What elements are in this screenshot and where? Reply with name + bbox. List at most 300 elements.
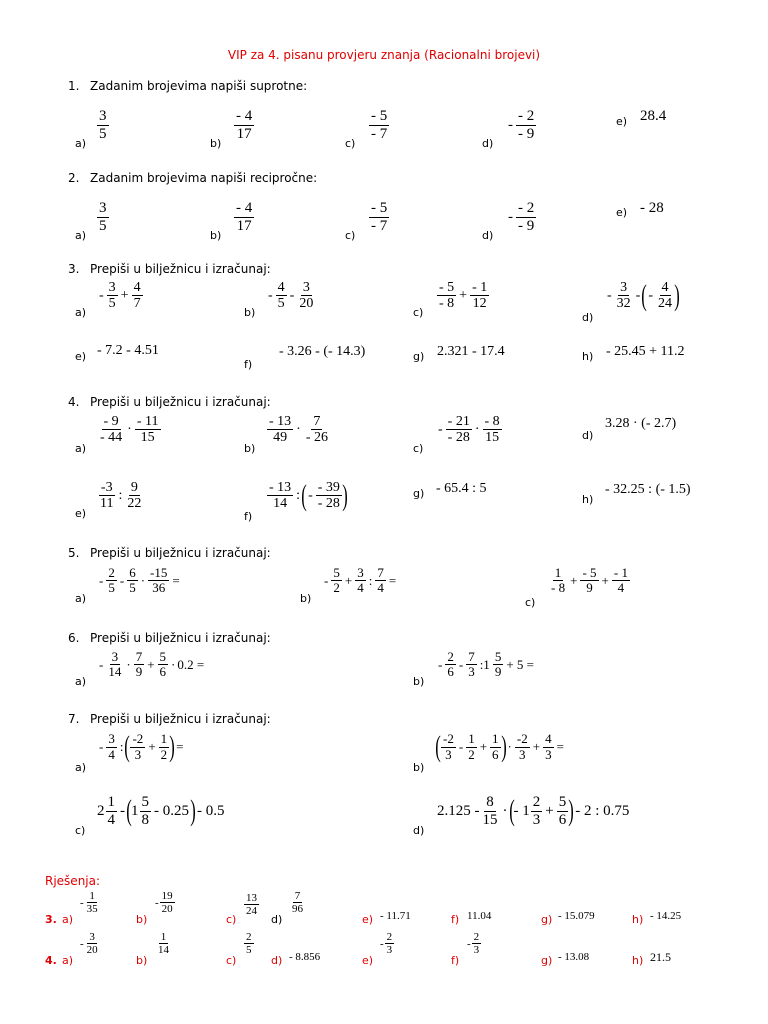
num: - 5 [582, 565, 597, 580]
label-a: a) [75, 675, 87, 688]
answer-4c [243, 931, 255, 956]
label-a: a) [75, 229, 87, 242]
value: 11.04 [467, 910, 492, 922]
answer-3b [155, 890, 176, 915]
value: (- 14.3) [323, 344, 366, 359]
label-b: b) [136, 954, 148, 967]
expr-3a [97, 280, 144, 312]
expr-1e [640, 108, 666, 125]
den: 6 [159, 664, 167, 680]
den: 36 [152, 580, 166, 596]
value: - 28 [640, 200, 664, 216]
num: - 39 [317, 480, 340, 495]
question-3 [68, 262, 271, 276]
den: 5 [129, 580, 136, 596]
num: 13 [246, 892, 257, 904]
value: - 13.08 [558, 951, 590, 963]
times-sign: · [127, 421, 132, 437]
minus-sign: - [458, 739, 464, 754]
den: 5 [246, 944, 252, 957]
label-c: c) [226, 954, 237, 967]
den: 96 [292, 903, 303, 916]
num: - 5 [439, 280, 455, 295]
times-sign: · [171, 656, 176, 672]
expr-6a [97, 650, 204, 680]
den: 5 [99, 125, 107, 142]
equals-sign: = [556, 739, 564, 754]
expr-5c [548, 566, 631, 596]
label-g: g) [541, 913, 553, 926]
num: 7 [468, 649, 475, 664]
label-d: d) [582, 429, 594, 442]
den: 8 [141, 811, 149, 828]
den: 11 [100, 496, 114, 512]
value: 2.125 - [437, 802, 480, 819]
den: 2 [333, 580, 340, 596]
minus-sign: - [458, 656, 464, 672]
label-a: a) [75, 137, 87, 150]
question-number: 4. [68, 395, 80, 409]
den: 3 [386, 944, 393, 957]
question-text: Zadanim brojevima napiši recipročne: [90, 171, 318, 185]
minus-sign: - [99, 656, 104, 672]
num: 3 [357, 565, 364, 580]
label-d: d) [482, 229, 494, 242]
num: - 5 [371, 108, 388, 124]
num: 3 [89, 931, 95, 943]
value: - 8.856 [289, 951, 321, 963]
label-d: d) [271, 913, 283, 926]
label-c: c) [345, 229, 356, 242]
question-5 [68, 546, 271, 560]
value: (- 1.5) [655, 482, 691, 497]
num: 1 [160, 731, 168, 747]
value: + 5 = [506, 656, 534, 672]
question-1 [68, 79, 307, 93]
num: - 2 [518, 200, 535, 216]
question-text: Prepiši u bilježnicu i izračunaj: [90, 546, 271, 560]
plus-sign: + [459, 287, 468, 303]
value: - 65.4 : 5 [436, 481, 487, 496]
den: 6 [492, 746, 499, 762]
value: 2 [97, 802, 105, 819]
den: 24 [658, 296, 673, 312]
answer-3f [467, 910, 491, 922]
num: 5 [494, 649, 502, 664]
question-number: 5. [68, 546, 80, 560]
minus-sign: - [380, 937, 384, 950]
answer-4a [80, 931, 101, 956]
label-d: d) [482, 137, 494, 150]
minus-sign: - [508, 116, 513, 133]
plus-sign: + [545, 802, 554, 819]
divide-sign: : [296, 487, 301, 503]
num: 5 [558, 794, 567, 810]
question-6 [68, 631, 271, 645]
expr-7a: - $\frac{3}{4}$ : ( $\frac{-2}{3}$ + $\frac{1}{2}$ ) = [99, 730, 184, 763]
den: 15 [140, 430, 155, 446]
label-a: a) [75, 442, 87, 455]
den: 6 [558, 811, 567, 828]
minus-sign: - [99, 572, 104, 588]
label-e: e) [362, 954, 374, 967]
value: - 32.25 : [605, 482, 653, 497]
minus-sign: - [438, 656, 443, 672]
num: 3 [99, 200, 107, 216]
expr-2a [96, 200, 110, 234]
minus-sign: - [324, 572, 329, 588]
answer-4h [650, 950, 671, 965]
value: 3.28 · [605, 416, 638, 431]
den: 4 [617, 580, 625, 596]
label-a: a) [75, 306, 87, 319]
num: -2 [443, 731, 454, 747]
num: - 13 [269, 480, 292, 495]
minus-sign: - [155, 896, 159, 909]
num: -2 [516, 731, 528, 747]
expr-4e [97, 480, 144, 512]
num: 3 [108, 731, 115, 747]
den: 3 [468, 664, 475, 680]
den: 3 [545, 746, 552, 762]
num: 1 [160, 931, 167, 943]
label-e: e) [362, 913, 374, 926]
expr-2b [233, 200, 255, 234]
value: - 11.71 [380, 910, 411, 922]
value: - 14.25 [650, 910, 682, 922]
value: 2.321 - 17.4 [437, 344, 505, 359]
label-c: c) [75, 824, 86, 837]
question-number: 3. [68, 262, 80, 276]
den: - 8 [551, 580, 566, 596]
den: 4 [377, 580, 384, 596]
label-g: g) [413, 350, 425, 363]
num: - 4 [236, 200, 253, 216]
expr-3b [266, 280, 316, 312]
label-e: e) [75, 350, 87, 363]
den: 14 [158, 944, 169, 957]
num: 3 [99, 108, 107, 124]
den: 5 [108, 580, 115, 596]
den: 14 [273, 496, 288, 512]
num: 4 [661, 280, 669, 295]
label-b: b) [210, 137, 222, 150]
den: 7 [133, 296, 141, 312]
value: - 25.45 + 11.2 [606, 344, 685, 359]
den: - 44 [100, 430, 123, 446]
den: 5 [277, 296, 285, 312]
den: 3 [532, 811, 541, 828]
label-c: c) [345, 137, 356, 150]
expr-6b [436, 650, 536, 680]
solutions-heading: Rješenja: [45, 874, 101, 888]
num: 5 [141, 794, 149, 810]
minus-sign: - [607, 287, 612, 303]
label-a: a) [62, 913, 74, 926]
den: 35 [86, 903, 98, 916]
plus-sign: + [601, 572, 609, 588]
minus-sign: - [119, 572, 125, 588]
den: 9 [494, 664, 502, 680]
expr-4g [436, 481, 487, 497]
num: 7 [135, 649, 143, 664]
expr-4d [605, 416, 676, 432]
answer-3g [558, 910, 595, 922]
question-text: Prepiši u bilježnicu i izračunaj: [90, 395, 271, 409]
value: - 0.5 [197, 802, 225, 819]
label-g: g) [541, 954, 553, 967]
num: 4 [277, 280, 285, 295]
num: 4 [133, 280, 141, 295]
question-number: 7. [68, 712, 80, 726]
label-b: b) [244, 442, 256, 455]
answer-4e [380, 931, 395, 956]
den: 4 [107, 811, 115, 828]
label-c: c) [226, 913, 237, 926]
label-g: g) [413, 487, 425, 500]
answer-3c [243, 892, 260, 917]
expr-4c [436, 414, 503, 446]
expr-4h [605, 482, 691, 498]
question-4 [68, 395, 271, 409]
num: -3 [100, 480, 113, 495]
label-d: d) [271, 954, 283, 967]
num: 3 [111, 649, 119, 664]
value: - 0.25 [154, 802, 189, 819]
label-f: f) [244, 358, 253, 371]
solution-number: 4. [45, 954, 57, 967]
value: 28.4 [640, 108, 667, 124]
den: 3 [473, 944, 480, 957]
plus-sign: + [532, 739, 541, 754]
num: 2 [386, 931, 393, 943]
den: 20 [299, 296, 314, 312]
den: 2 [160, 746, 168, 762]
value: - 15.079 [558, 910, 595, 922]
label-h: h) [582, 493, 594, 506]
plus-sign: + [120, 287, 129, 303]
label-f: f) [244, 510, 253, 523]
answer-4b [155, 931, 172, 956]
den: 4 [357, 580, 364, 596]
answer-4g [558, 951, 589, 963]
den: 12 [472, 296, 487, 312]
expr-5a [97, 566, 182, 596]
answer-3e [380, 910, 411, 922]
expr-4f: $\frac{- 13}{14}$ : ( - $\frac{- 39}{- 28}$ ) [269, 478, 348, 512]
times-sign: · [296, 421, 301, 437]
label-h: h) [632, 913, 644, 926]
expr-4a [97, 414, 162, 446]
label-e: e) [616, 115, 628, 128]
expr-1d [506, 108, 537, 142]
num: 7 [313, 414, 321, 429]
equals-sign: = [172, 572, 180, 588]
question-text: Prepiši u bilježnicu i izračunaj: [90, 631, 271, 645]
plus-sign: + [479, 739, 488, 754]
num: - 8 [484, 414, 500, 429]
label-a: a) [75, 761, 87, 774]
minus-sign: - [120, 802, 125, 819]
label-e: e) [75, 507, 87, 520]
expr-1c [368, 108, 390, 142]
expr-3g [437, 344, 505, 360]
num: 1 [468, 731, 475, 747]
den: 15 [485, 430, 500, 446]
num: 5 [333, 565, 340, 580]
question-text: Prepiši u bilježnicu i izračunaj: [90, 712, 271, 726]
num: 7 [294, 890, 301, 902]
den: 24 [246, 905, 257, 918]
times-sign: · [507, 739, 512, 754]
expr-7c: 2 $\frac{1}{4}$ - ( 1 $\frac{5}{8}$ - 0.25 ) - 0.5 [97, 794, 225, 828]
den: 5 [108, 296, 116, 312]
minus-sign: - [648, 287, 654, 303]
label-b: b) [413, 761, 425, 774]
num: 2 [473, 931, 480, 943]
num: - 4 [236, 108, 253, 124]
value: - 3.26 - [279, 344, 320, 359]
times-sign: · [140, 572, 146, 588]
den: 49 [273, 430, 288, 446]
minus-sign: - [80, 937, 84, 950]
value: 1 [131, 802, 139, 819]
question-7 [68, 712, 271, 726]
expr-1b [233, 108, 255, 142]
label-f: f) [451, 954, 460, 967]
expr-3e [97, 343, 159, 359]
question-2 [68, 171, 317, 185]
expr-5b [322, 566, 398, 596]
minus-sign: - [438, 421, 443, 437]
num: 19 [161, 890, 173, 902]
den: - 7 [371, 217, 388, 234]
den: 14 [108, 664, 122, 680]
equals-sign: = [388, 572, 397, 588]
times-sign: · [126, 656, 131, 672]
num: 2 [246, 931, 252, 943]
num: 8 [486, 794, 494, 810]
den: 17 [236, 125, 252, 142]
label-a: a) [75, 592, 87, 605]
plus-sign: + [344, 572, 353, 588]
divide-sign: : [368, 572, 373, 588]
plus-sign: + [148, 739, 156, 754]
minus-sign: - [308, 487, 313, 503]
expr-7b: ( $\frac{-2}{3}$ - $\frac{1}{2}$ + $\frac{1}{6}$ ) · $\frac{-2}{3}$ + $\frac{4}{3}$ = [435, 730, 564, 763]
question-text: Zadanim brojevima napiši suprotne: [90, 79, 308, 93]
num: 3 [302, 280, 310, 295]
den: 20 [161, 903, 173, 916]
expr-4b [266, 414, 331, 446]
den: 3 [134, 746, 142, 762]
den: 4 [108, 746, 115, 762]
expr-3d: - $\frac{3}{32}$ - ( - $\frac{4}{24}$ ) [607, 278, 680, 312]
label-d: d) [582, 311, 594, 324]
num: - 13 [269, 414, 292, 429]
num: 1 [554, 565, 562, 580]
plus-sign: + [147, 656, 155, 672]
minus-sign: - [80, 896, 84, 909]
num: - 11 [136, 414, 159, 429]
den: - 8 [439, 296, 455, 312]
label-d: d) [413, 824, 425, 837]
expr-3h [606, 344, 685, 360]
minus-sign: - [99, 287, 104, 303]
num: - 5 [371, 200, 388, 216]
den: - 9 [518, 217, 535, 234]
minus-sign: - [289, 287, 295, 303]
den: 17 [236, 217, 252, 234]
den: - 9 [518, 125, 535, 142]
value: (- 2.7) [641, 416, 677, 431]
minus-sign: - [99, 739, 104, 754]
num: - 2 [518, 108, 535, 124]
question-number: 2. [68, 171, 80, 185]
den: - 28 [447, 430, 470, 446]
equals-sign: = [176, 739, 184, 754]
num: 2 [108, 565, 115, 580]
answer-3d [289, 890, 306, 915]
num: 4 [545, 731, 552, 747]
plus-sign: + [570, 572, 578, 588]
label-b: b) [210, 229, 222, 242]
answer-3h [650, 910, 681, 922]
solution-number: 3. [45, 913, 57, 926]
answer-4d [289, 951, 320, 963]
label-c: c) [413, 306, 424, 319]
den: 2 [468, 746, 475, 762]
num: 1 [107, 794, 115, 810]
expr-2c [368, 200, 390, 234]
num: 6 [129, 565, 136, 580]
den: 3 [519, 746, 526, 762]
num: - 1 [613, 565, 628, 580]
num: 5 [159, 649, 167, 664]
question-number: 1. [68, 79, 80, 93]
question-text: Prepiši u bilježnicu i izračunaj: [90, 262, 271, 276]
label-f: f) [451, 913, 460, 926]
label-e: e) [616, 206, 628, 219]
den: 6 [447, 664, 454, 680]
num: - 9 [103, 414, 119, 429]
num: 3 [620, 280, 628, 295]
num: 7 [377, 565, 384, 580]
num: 2 [532, 794, 541, 810]
num: -15 [150, 565, 168, 580]
num: 1 [492, 731, 499, 747]
times-sign: · [474, 421, 480, 437]
label-c: c) [413, 442, 424, 455]
label-b: b) [244, 306, 256, 319]
num: 2 [447, 649, 454, 664]
times-sign: · [502, 802, 508, 819]
label-c: c) [525, 596, 536, 609]
num: -2 [132, 731, 144, 747]
den: 20 [86, 944, 98, 957]
den: 32 [616, 296, 631, 312]
num: - 1 [472, 280, 488, 295]
num: 1 [89, 890, 95, 902]
num: 3 [108, 280, 116, 295]
label-a: a) [62, 954, 74, 967]
den: 15 [482, 811, 498, 828]
expr-2d [506, 200, 537, 234]
divide-sign: : [118, 487, 123, 503]
value: - 2 : 0.75 [575, 802, 630, 819]
den: 9 [586, 580, 593, 596]
question-number: 6. [68, 631, 80, 645]
